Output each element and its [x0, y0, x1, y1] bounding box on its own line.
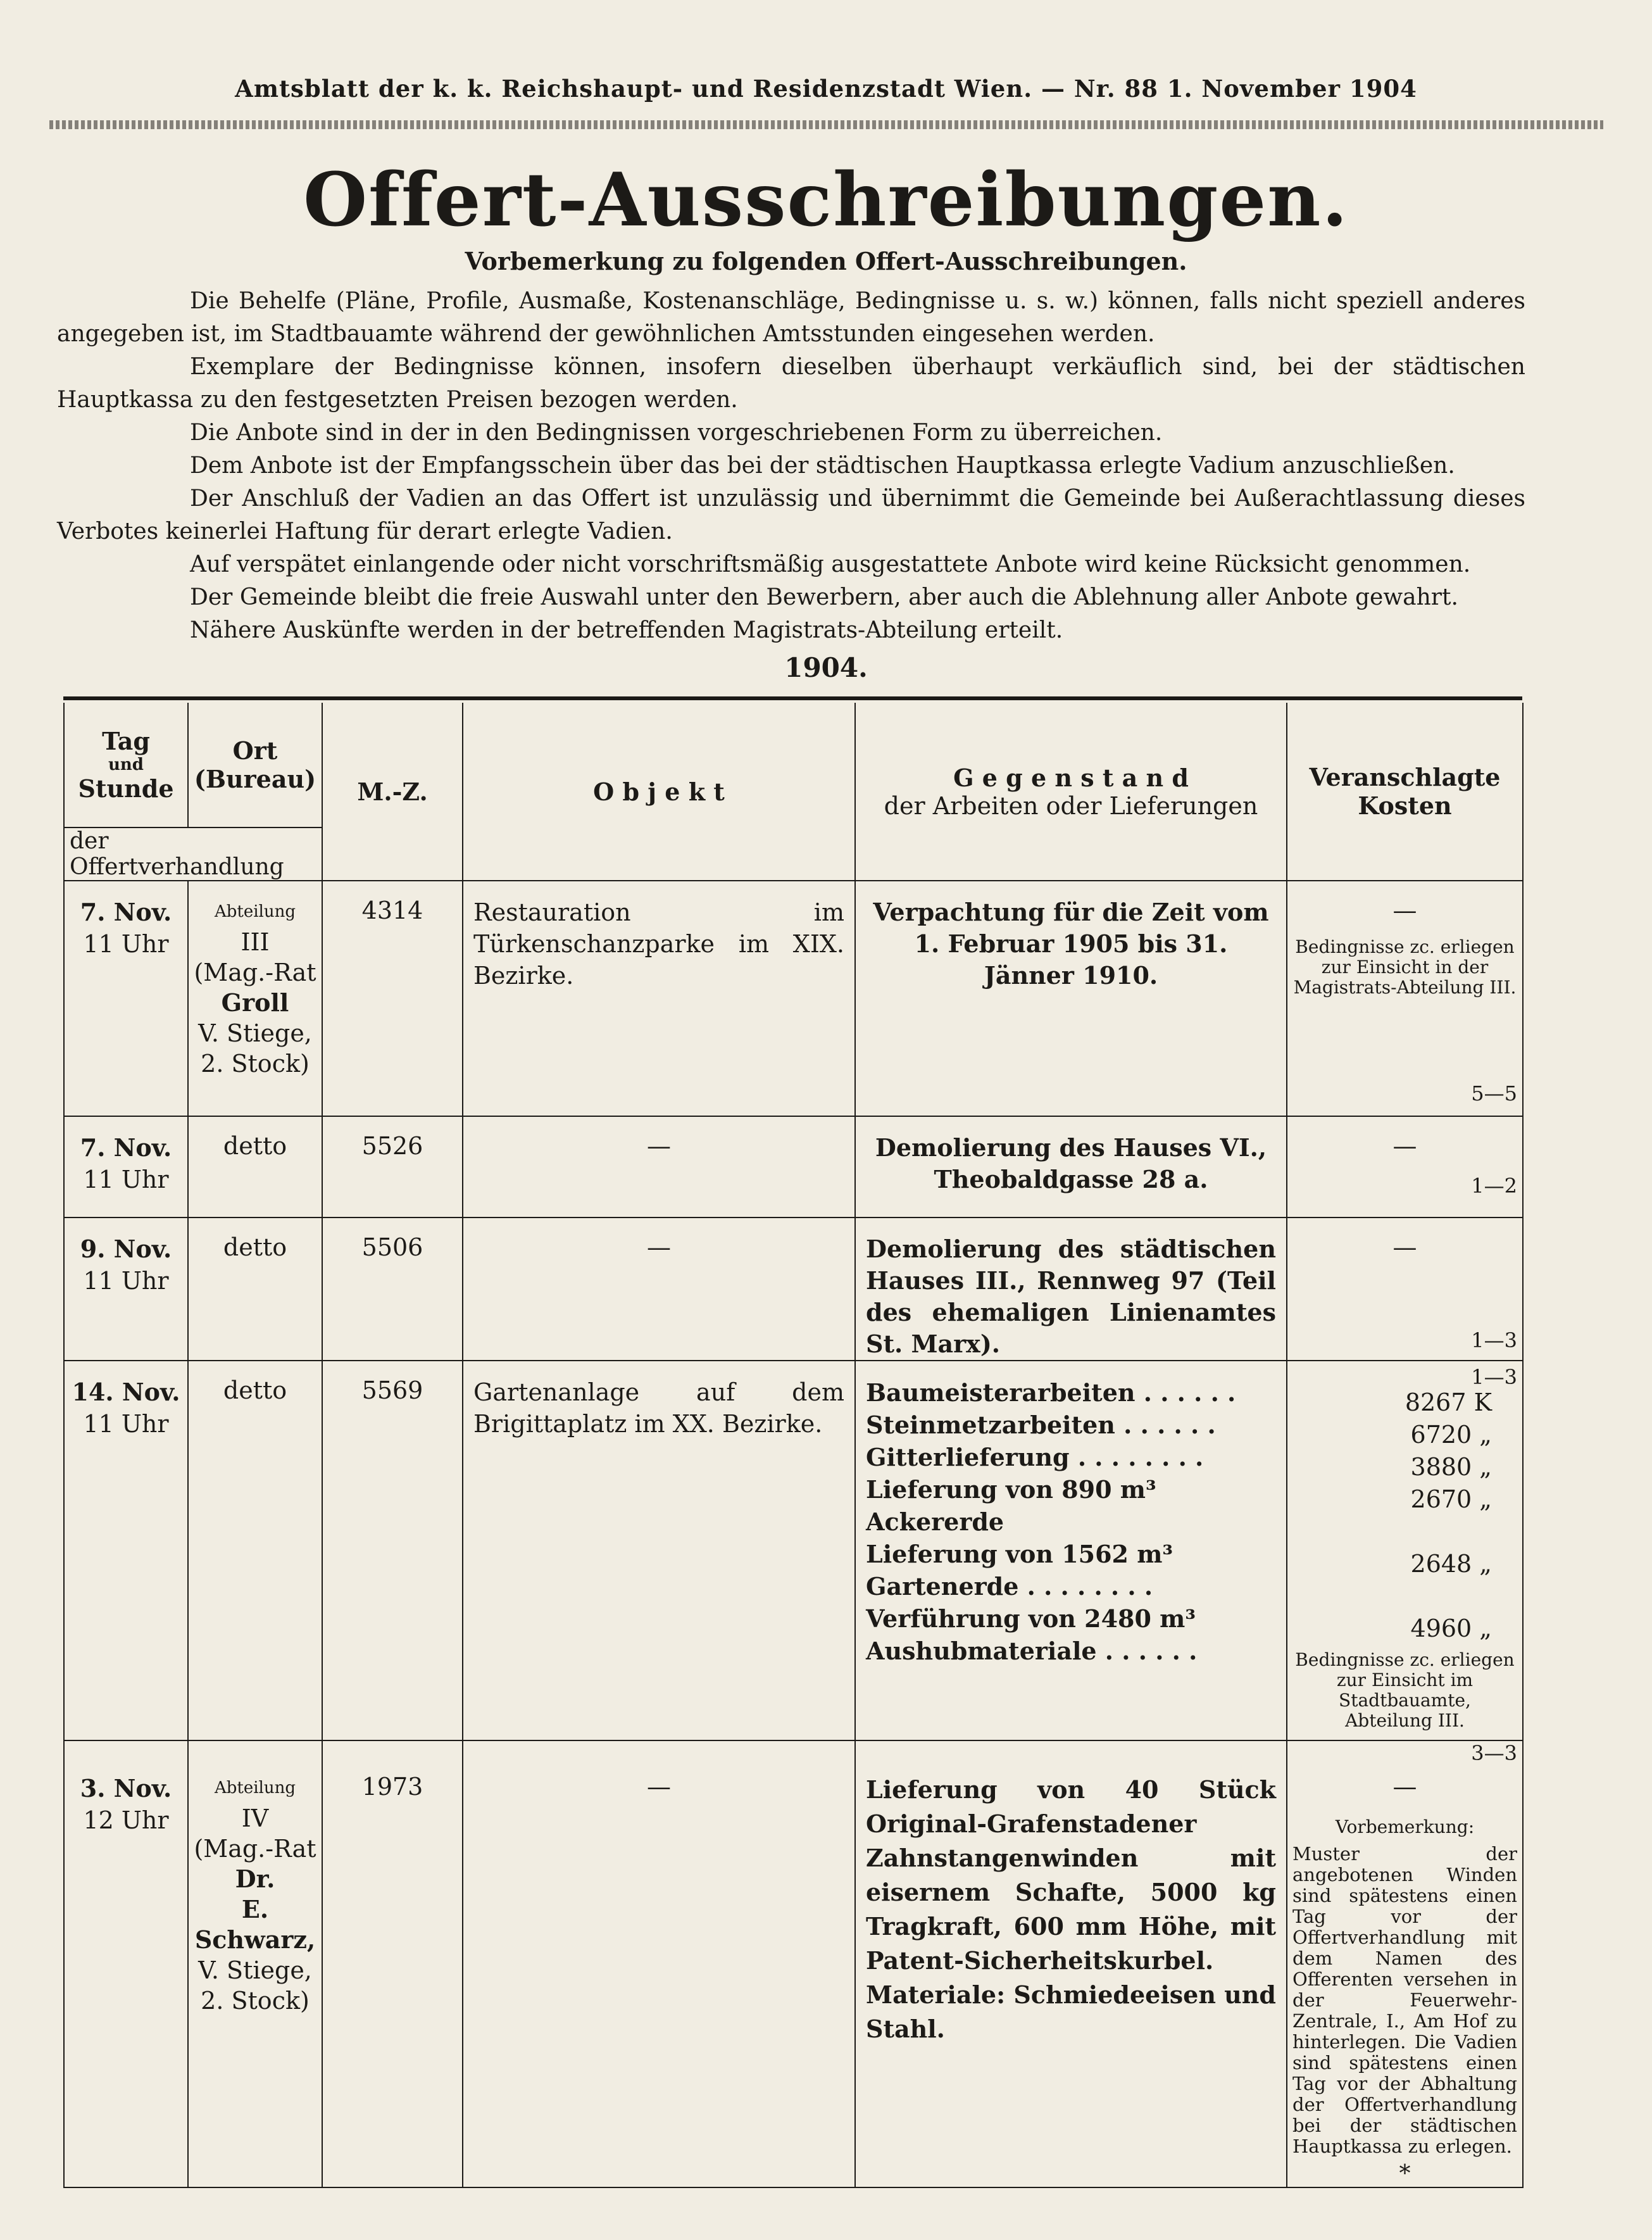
header-row [64, 703, 1523, 827]
tender-table [63, 703, 1524, 2188]
work-item: Lieferung von 890 m³ Ackererde [866, 1475, 1156, 1536]
work-item: Lieferung von 1562 m³ Gartenerde . . . . . . . . [866, 1540, 1173, 1601]
subject-cell: Demolierung des Hauses VI., Theobaldgasse 28 a. [855, 1116, 1287, 1218]
cost-value: — [1392, 897, 1417, 924]
col-day-header [64, 703, 188, 827]
reference-number: 1—3 [1471, 1365, 1517, 1389]
negotiation-label: der Offertverhandlung [64, 827, 322, 881]
mz-cell: 5506 [322, 1218, 463, 1361]
preliminary-text [57, 285, 1525, 647]
date-cell [64, 1740, 188, 2187]
reference-number: 1—3 [1471, 1328, 1517, 1352]
notice-text: Muster der angebotenen Winden sind spätestens einen Tag vor der Offertverhandlung mit dem Namen des Offerenten versehen in der Feuerwehr-Zentrale, I., Am Hof zu hinterlegen. Die Vadien sind spätestens einen Tag vor der Abhaltung der Offertverhandlung bei der städtischen Hauptkassa zu erlegen. [1292, 1843, 1517, 2157]
mz-cell: 5526 [322, 1116, 463, 1218]
col-hour-label: Stunde [78, 774, 174, 803]
intro-paragraph: Auf verspätet einlangende oder nicht vorschriftsmäßig ausgestattete Anbote wird keine Rücksicht genommen. [190, 551, 1471, 577]
date-cell [64, 1116, 188, 1218]
office-line: E. Schwarz, [194, 1895, 316, 1954]
cost-cell [1287, 1218, 1523, 1361]
office-line: III [241, 928, 270, 956]
intro-paragraph: Nähere Auskünfte werden in der betreffenden Magistrats-Abteilung erteilt. [190, 617, 1063, 643]
cost-value: 3880 „ [1410, 1453, 1492, 1481]
cost-value: — [1392, 1773, 1417, 1801]
col-office-header [188, 703, 322, 827]
cost-cell [1287, 881, 1523, 1116]
cost-value: 6720 „ [1410, 1421, 1492, 1449]
office-line: 2. Stock) [201, 1987, 310, 2015]
col-day-label: Tag [102, 727, 150, 755]
col-mz-header: M.-Z. [322, 703, 463, 881]
table-top-rule [63, 696, 1522, 700]
date-text: 9. Nov. [80, 1235, 172, 1263]
col-subject-label: G e g e n s t a n d [953, 763, 1189, 792]
page-title: Offert-Ausschreibungen. [303, 157, 1349, 243]
col-office-label: Ort [232, 736, 278, 765]
subject-cell: Lieferung von 40 Stück Original-Grafenstadener Zahnstangenwinden mit eisernem Schafte, 5000 kg Tragkraft, 600 mm Höhe, mit Patent-Sicherheitskurbel. Materiale: Schmiedeeisen und Stahl. [855, 1740, 1287, 2187]
work-item: Gitterlieferung . . . . . . . . [866, 1443, 1204, 1471]
table-row [64, 1116, 1523, 1218]
table-row [64, 1740, 1523, 2187]
cost-value: 4960 „ [1410, 1614, 1492, 1642]
mz-cell: 5569 [322, 1361, 463, 1740]
mz-cell: 4314 [322, 881, 463, 1116]
office-line: 2. Stock) [201, 1050, 310, 1078]
date-cell [64, 881, 188, 1116]
mz-cell: 1973 [322, 1740, 463, 2187]
reference-number: 3—3 [1471, 1741, 1517, 1765]
office-cell [188, 881, 322, 1116]
office-cell: detto [188, 1361, 322, 1740]
hour-text: 11 Uhr [83, 1166, 169, 1193]
intro-paragraph: Exemplare der Bedingnisse können, insofern dieselben überhaupt verkäuflich sind, bei der städtischen Hauptkassa zu den festgesetzten Preisen bezogen werden. [57, 354, 1525, 413]
work-item: Verführung von 2480 m³ Aushubmateriale . . . . . . [866, 1604, 1198, 1665]
table-row [64, 1361, 1523, 1740]
col-bureau-label: (Bureau) [194, 765, 316, 793]
reference-number: 5—5 [1471, 1081, 1517, 1105]
office-line: (Mag.-Rat [194, 959, 316, 986]
office-line: Abteilung [214, 902, 296, 921]
office-cell [188, 1740, 322, 2187]
cost-cell [1287, 1116, 1523, 1218]
cost-value: 2648 „ [1410, 1550, 1492, 1578]
date-cell [64, 1218, 188, 1361]
cost-note: Bedingnisse zc. erliegen zur Einsicht im Stadtbauamte, Abteilung III. [1295, 1649, 1515, 1731]
object-cell: — [463, 1218, 855, 1361]
office-line: V. Stiege, [198, 1956, 312, 1984]
object-cell: Restauration im Türkenschanzparke im XIX. Bezirke. [463, 881, 855, 1116]
intro-paragraph: Dem Anbote ist der Empfangsschein über das bei der städtischen Hauptkassa erlegte Vadium anzuschließen. [190, 453, 1455, 479]
intro-paragraph: Der Anschluß der Vadien an das Offert ist unzulässig und übernimmt die Gemeinde bei Außerachtlassung dieses Verbotes keinerlei Haftung für derart erlegte Vadien. [57, 486, 1525, 544]
subject-cell [855, 1361, 1287, 1740]
cost-note: Bedingnisse zc. erliegen zur Einsicht in der Magistrats-Abteilung III. [1293, 936, 1517, 998]
date-text: 3. Nov. [80, 1774, 172, 1803]
cost-list [1292, 1387, 1517, 1645]
preliminary-heading: Vorbemerkung zu folgenden Offert-Ausschreibungen. [465, 247, 1187, 275]
office-line: Dr. [235, 1865, 275, 1893]
col-cost-header [1287, 703, 1523, 881]
asterisk: * [1399, 2161, 1411, 2187]
office-line: Groll [221, 988, 289, 1017]
office-line: (Mag.-Rat [194, 1835, 316, 1863]
object-cell: Gartenanlage auf dem Brigittaplatz im XX. Bezirke. [463, 1361, 855, 1740]
col-subject-header [855, 703, 1287, 881]
work-item: Steinmetzarbeiten . . . . . . [866, 1411, 1216, 1439]
reference-number: 1—2 [1471, 1174, 1517, 1198]
work-item: Baumeisterarbeiten . . . . . . [866, 1378, 1236, 1407]
table-row [64, 1218, 1523, 1361]
cost-value: — [1392, 1233, 1417, 1261]
intro-paragraph: Die Behelfe (Pläne, Profile, Ausmaße, Kostenanschläge, Bedingnisse u. s. w.) können, falls nicht speziell anderes angegeben ist, im Stadtbauamte während der gewöhnlichen Amtsstunden eingesehen werden. [57, 288, 1525, 347]
date-cell [64, 1361, 188, 1740]
table-row [64, 881, 1523, 1116]
office-cell: detto [188, 1218, 322, 1361]
col-day-conj: und [108, 755, 144, 774]
subject-cell: Verpachtung für die Zeit vom 1. Februar 1905 bis 31. Jänner 1910. [855, 881, 1287, 1116]
year-heading: 1904. [784, 652, 868, 683]
hour-text: 11 Uhr [83, 930, 169, 958]
hour-text: 11 Uhr [83, 1410, 169, 1438]
cost-cell [1287, 1740, 1523, 2187]
hour-text: 12 Uhr [83, 1806, 169, 1834]
header-divider [49, 120, 1603, 129]
col-object-header: O b j e k t [463, 703, 855, 881]
office-line: Abteilung [214, 1778, 296, 1797]
notice-title: Vorbemerkung: [1335, 1816, 1475, 1837]
object-cell: — [463, 1740, 855, 2187]
cost-value: 2670 „ [1410, 1485, 1492, 1513]
object-cell: — [463, 1116, 855, 1218]
col-cost-sublabel: Kosten [1358, 791, 1452, 820]
gazette-header: Amtsblatt der k. k. Reichshaupt- und Residenzstadt Wien. — Nr. 88 1. November 1904 [235, 75, 1417, 103]
office-line: IV [241, 1804, 269, 1832]
date-text: 7. Nov. [80, 1133, 172, 1162]
intro-paragraph: Der Gemeinde bleibt die freie Auswahl unter den Bewerbern, aber auch die Ablehnung aller Anbote gewahrt. [190, 584, 1458, 610]
subject-cell: Demolierung des städtischen Hauses III., Rennweg 97 (Teil des ehemaligen Linienamtes St. Marx). [855, 1218, 1287, 1361]
intro-paragraph: Die Anbote sind in der in den Bedingnissen vorgeschriebenen Form zu überreichen. [190, 420, 1163, 446]
office-cell: detto [188, 1116, 322, 1218]
cost-value: — [1392, 1132, 1417, 1160]
hour-text: 11 Uhr [83, 1267, 169, 1295]
date-text: 14. Nov. [72, 1378, 180, 1406]
cost-cell [1287, 1361, 1523, 1765]
col-subject-sublabel: der Arbeiten oder Lieferungen [884, 791, 1258, 820]
cost-value: 8267 K [1405, 1388, 1492, 1416]
office-line: V. Stiege, [198, 1019, 312, 1047]
date-text: 7. Nov. [80, 898, 172, 926]
col-cost-label: Veranschlagte [1309, 763, 1501, 791]
